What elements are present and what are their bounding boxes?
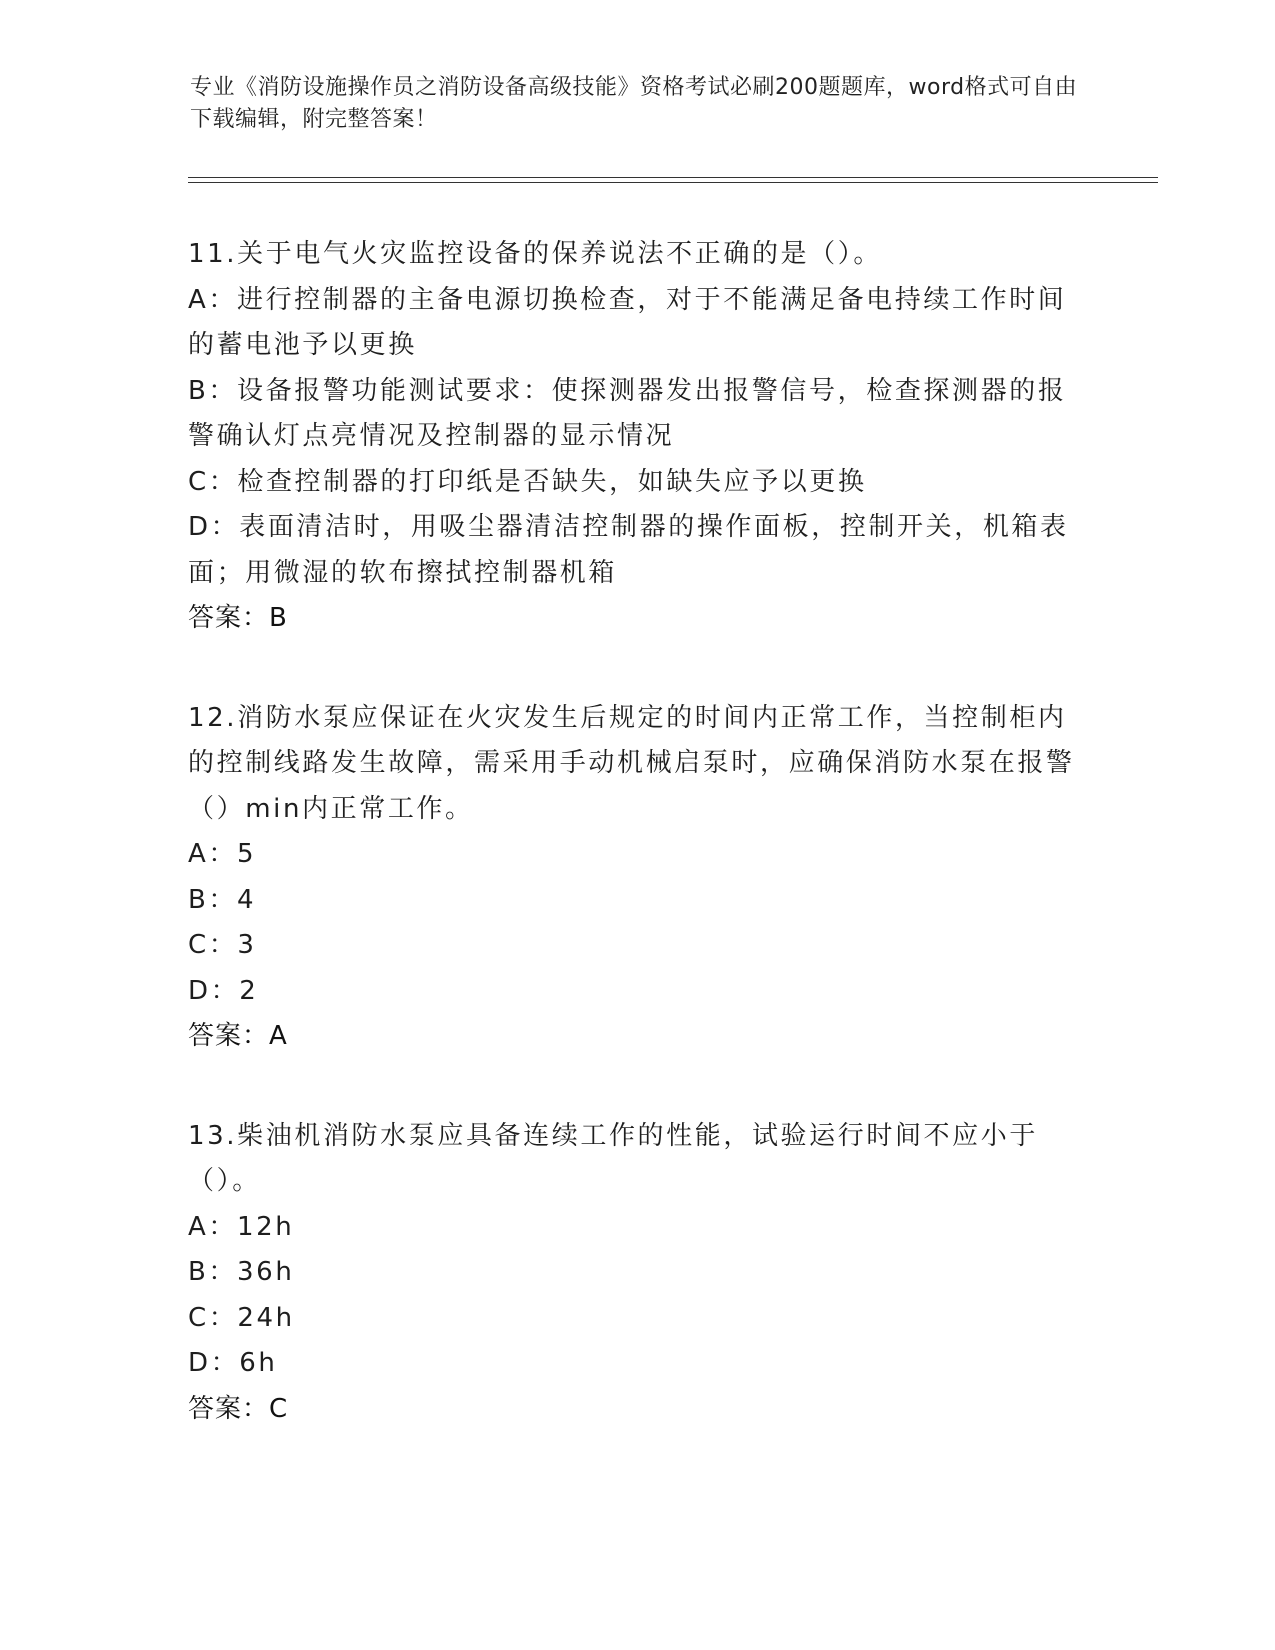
option-b: B：4 [188,884,257,915]
question-list [188,232,1088,1486]
question-stem: 12.消防水泵应保证在火灾发生后规定的时间内正常工作，当控制柜内的控制线路发生故障，需采用手动机械启泵时，应确保消防水泵在报警（）min内正常工作。 [188,702,1075,824]
option-a: A：5 [188,839,257,869]
question-stem: 13.柴油机消防水泵应具备连续工作的性能，试验运行时间不应小于（）。 [188,1120,1038,1196]
option-d: D：2 [188,975,259,1006]
answer-label: 答案：A [188,1021,288,1051]
answer-label: 答案：C [188,1393,289,1424]
option-b: B：36h [188,1257,295,1287]
question-12 [188,696,1088,1060]
option-c: C：检查控制器的打印纸是否缺失，如缺失应予以更换 [188,466,867,497]
option-b: B：设备报警功能测试要求：使探测器发出报警信号，检查探测器的报警确认灯点亮情况及控制器的显示情况 [188,375,1067,451]
option-a: A：进行控制器的主备电源切换检查，对于不能满足备电持续工作时间的蓄电池予以更换 [188,284,1067,360]
answer-label: 答案：B [188,603,288,633]
question-11 [188,232,1088,642]
option-c: C：24h [188,1302,295,1333]
option-a: A：12h [188,1211,295,1242]
header-divider-bottom [188,182,1158,183]
option-d: D：表面清洁时，用吸尘器清洁控制器的操作面板，控制开关，机箱表面；用微湿的软布擦拭控制器机箱 [188,512,1069,588]
header-divider-top [188,177,1158,178]
document-header: 专业《消防设施操作员之消防设备高级技能》资格考试必刷200题题库，word格式可自由下载编辑，附完整答案！ [190,75,1078,132]
question-stem: 11.关于电气火灾监控设备的保养说法不正确的是（）。 [188,239,882,269]
option-d: D：6h [188,1348,278,1378]
option-c: C：3 [188,930,257,960]
question-13 [188,1114,1088,1433]
